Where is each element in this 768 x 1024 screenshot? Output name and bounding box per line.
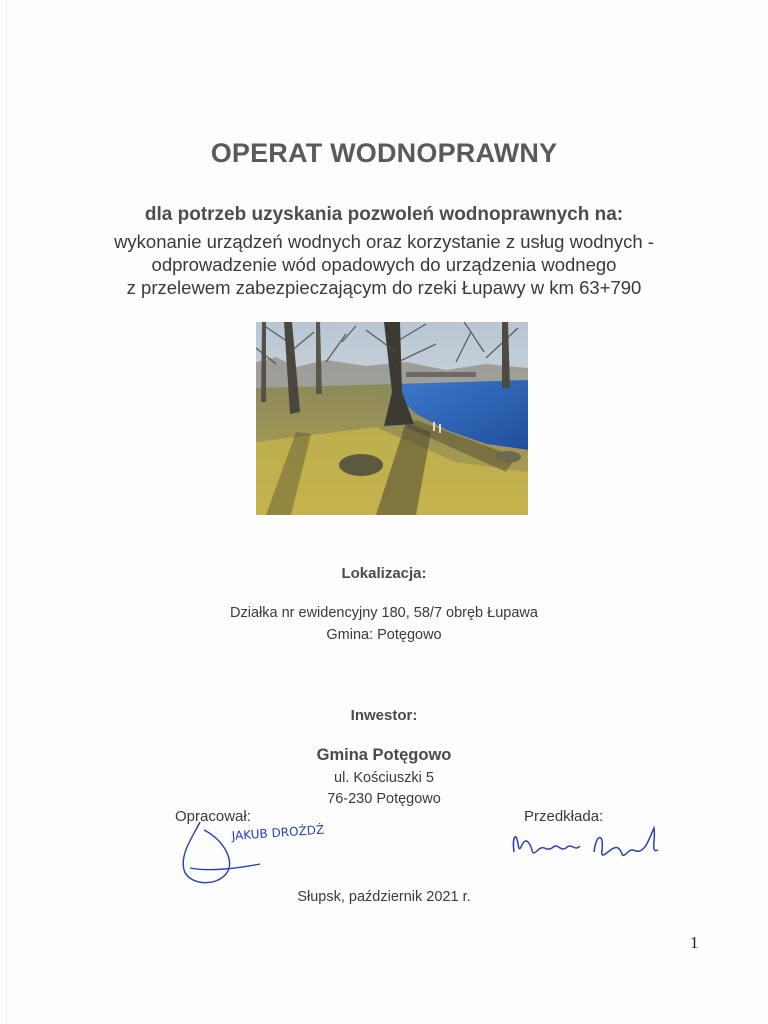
presented-by-label: Przedkłada: bbox=[524, 808, 604, 825]
purpose-line: z przelewem zabezpieczającym do rzeki Łupawy w km 63+790 bbox=[126, 277, 642, 298]
location-line: Gmina: Potęgowo bbox=[326, 627, 442, 643]
purpose-heading: dla potrzeb uzyskania pozwoleń wodnoprawnych na: bbox=[144, 204, 624, 225]
investor-name: Gmina Potęgowo bbox=[316, 746, 452, 764]
investor-address-line: 76-230 Potęgowo bbox=[327, 791, 441, 807]
purpose-line: wykonanie urządzeń wodnych oraz korzystanie z usług wodnych - bbox=[114, 231, 654, 252]
river-photo bbox=[256, 322, 528, 515]
page-number: 1 bbox=[690, 933, 699, 952]
investor-heading: Inwestor: bbox=[350, 707, 418, 724]
prepared-by-signature bbox=[170, 818, 360, 895]
investor-address-line: ul. Kościuszki 5 bbox=[334, 770, 434, 786]
location-line: Działka nr ewidencyjny 180, 58/7 obręb Łupawa bbox=[230, 605, 538, 621]
location-heading: Lokalizacja: bbox=[341, 565, 427, 582]
signature-name: JAKUB DROŻDŻ bbox=[231, 822, 325, 843]
presented-by-signature bbox=[508, 822, 668, 877]
place-and-date: Słupsk, październik 2021 r. bbox=[297, 889, 471, 905]
purpose-line: odprowadzenie wód opadowych do urządzenia wodnego bbox=[151, 254, 617, 275]
document-title: OPERAT WODNOPRAWNY bbox=[210, 138, 558, 168]
prepared-by-label: Opracował: bbox=[175, 808, 251, 825]
